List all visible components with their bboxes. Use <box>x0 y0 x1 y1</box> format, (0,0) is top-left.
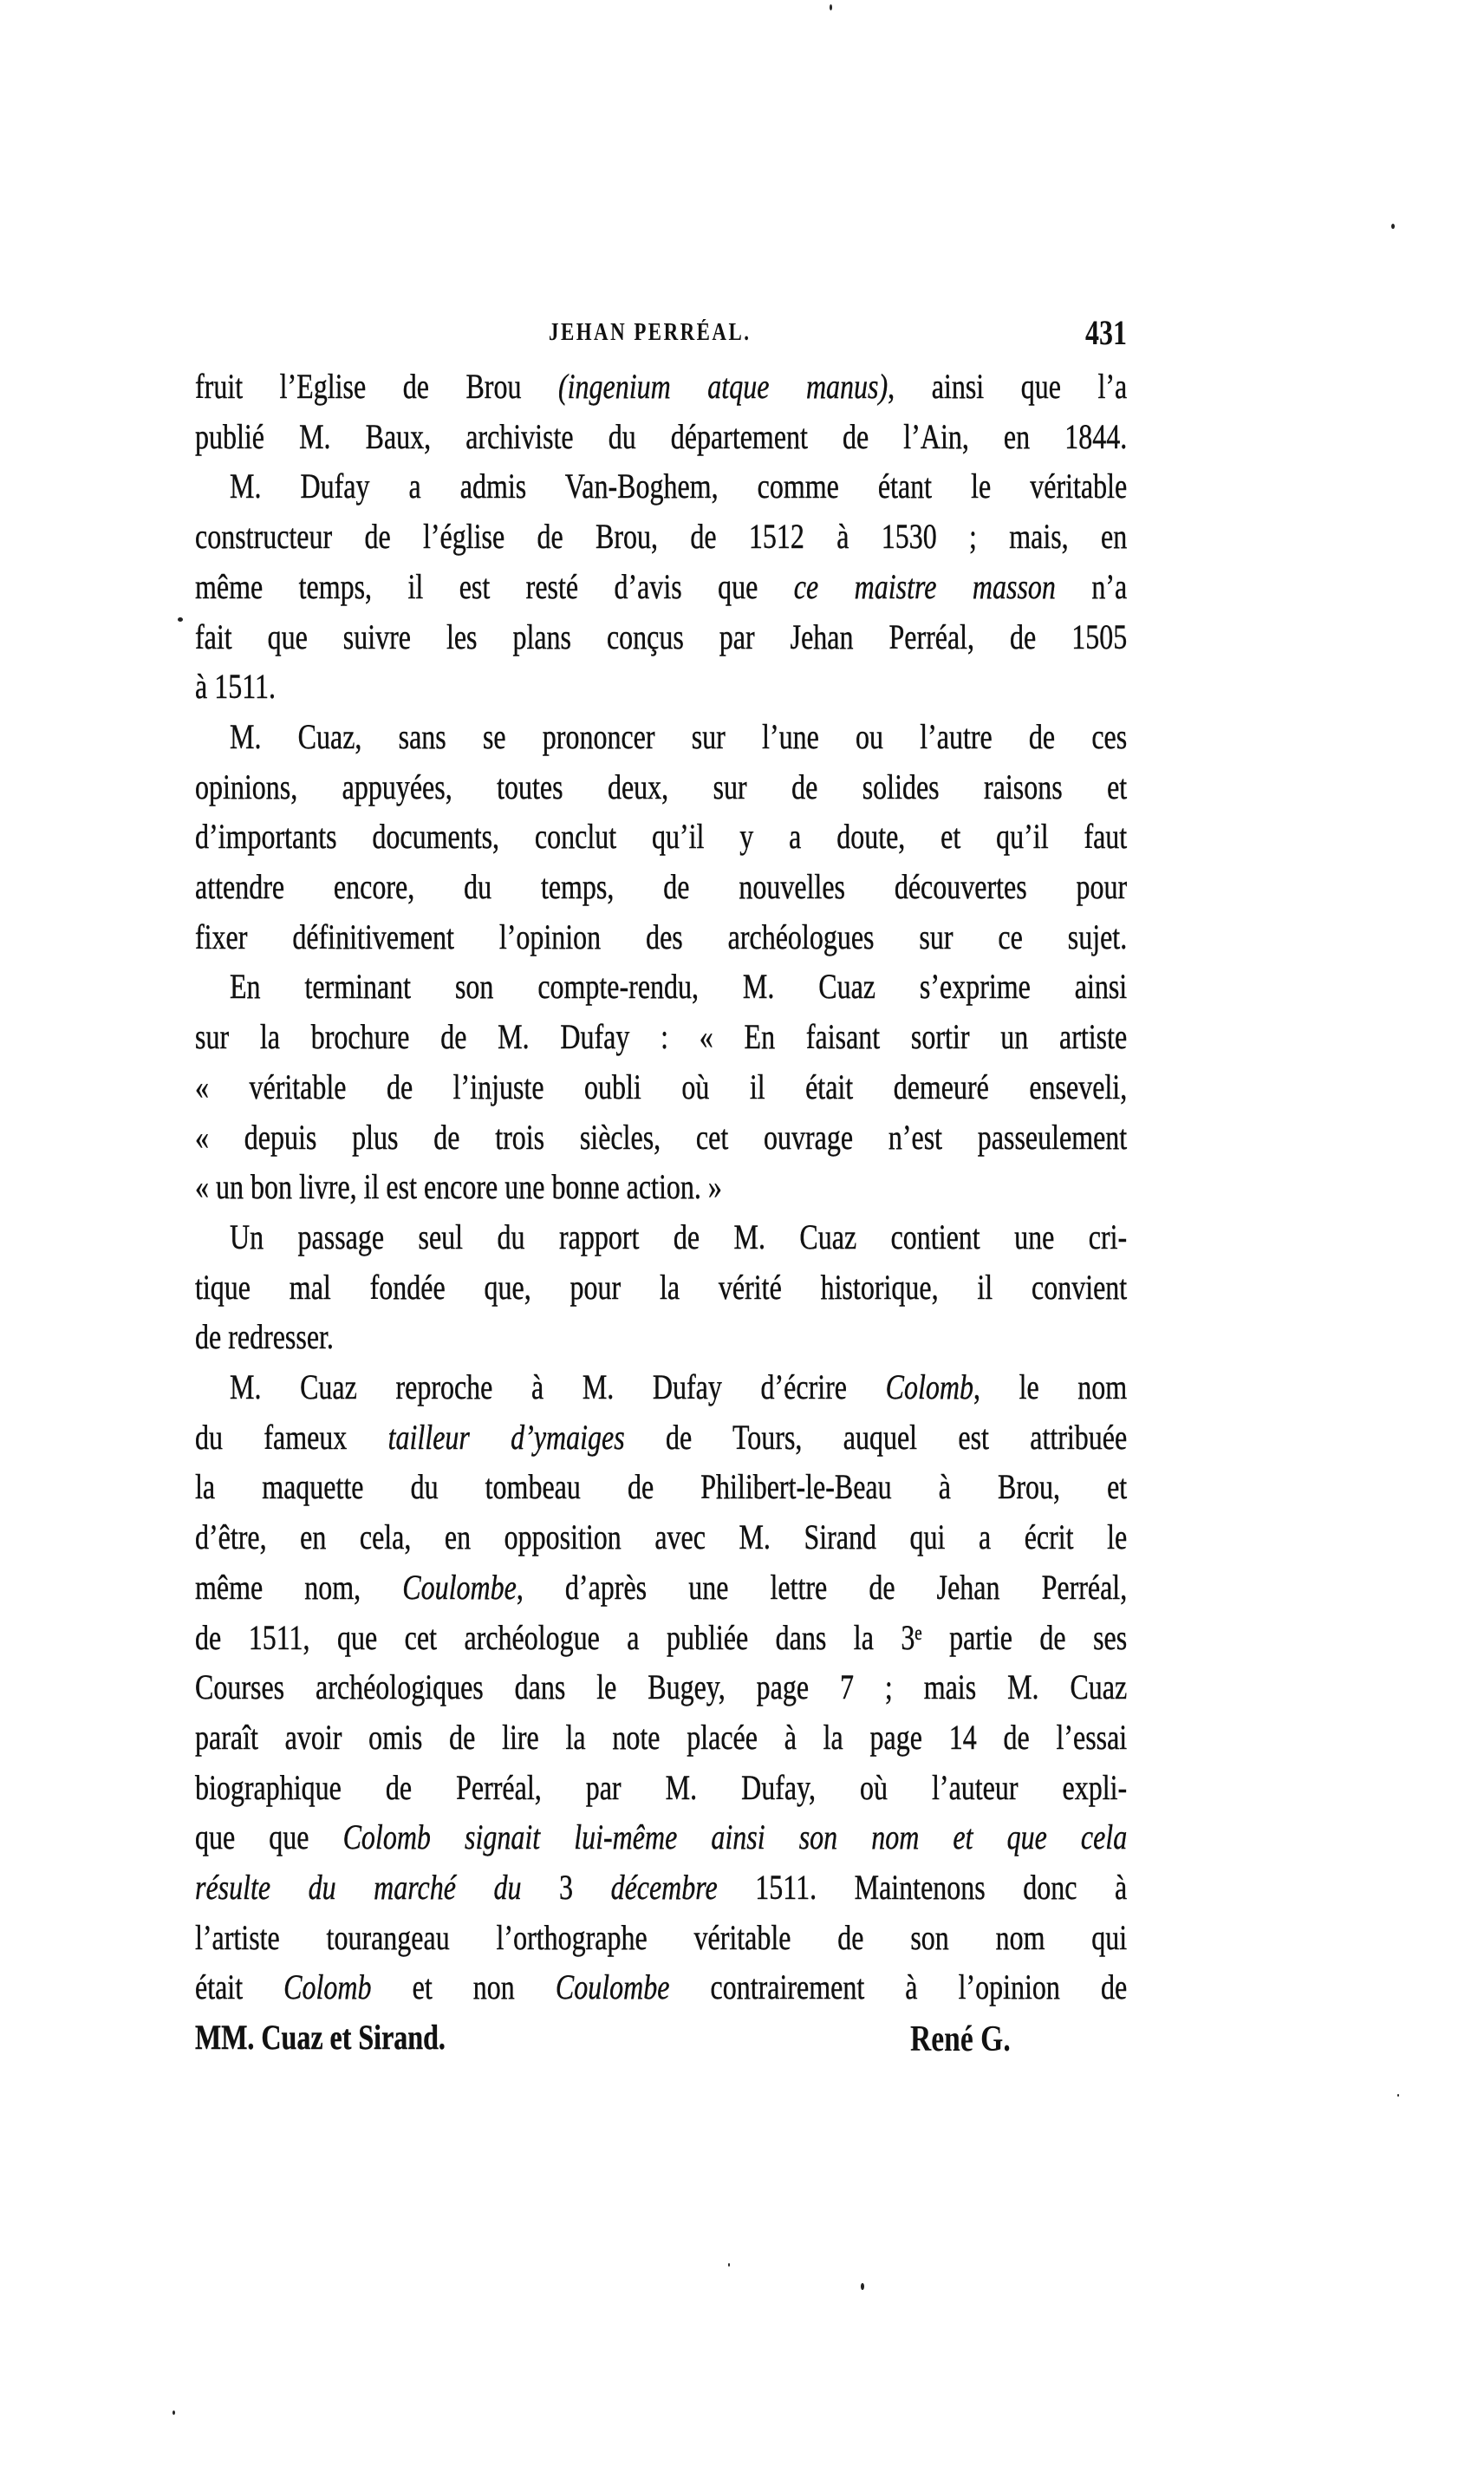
text-line <box>195 1417 1127 1458</box>
text-line <box>195 1767 1127 1809</box>
text-segment: de redresser. <box>195 1317 334 1357</box>
text-segment: « un bon livre, il est encore une bonne action. » <box>195 1167 722 1207</box>
text-line <box>195 466 1127 507</box>
italic-text: résulte du marché du <box>195 1868 522 1907</box>
text-segment: , le nom <box>973 1367 1128 1406</box>
text-line <box>195 1067 1127 1108</box>
text-segment: de 1511, que cet archéologue a publiée dans la 3ᵉ partie de ses <box>195 1617 1128 1657</box>
text-line <box>195 416 1127 458</box>
text-line <box>195 1016 1127 1058</box>
text-segment: biographique de Perréal, par M. Dufay, où l’auteur expli- <box>195 1767 1128 1807</box>
italic-text: ce maistre masson <box>793 566 1056 606</box>
text-segment: de Tours, auquel est attribuée <box>624 1417 1128 1457</box>
text-segment: M. Cuaz, sans se prononcer sur l’une ou l’autre de ces <box>230 716 1128 756</box>
text-line <box>195 816 1127 858</box>
text-line <box>195 1267 1127 1308</box>
italic-text: Colomb <box>885 1367 973 1406</box>
scan-speck <box>830 4 832 10</box>
text-line <box>195 616 1127 658</box>
text-segment: tique mal fondée que, pour la vérité historique, il convient <box>195 1267 1128 1307</box>
text-segment: attendre encore, du temps, de nouvelles découvertes pour <box>195 867 1128 906</box>
italic-text: Colomb signait lui-même ainsi son nom et que cela <box>342 1817 1128 1857</box>
text-segment: Un passage seul du rapport de M. Cuaz contient une cri- <box>230 1217 1128 1256</box>
text-segment: , ainsi que l’a <box>888 367 1128 406</box>
text-segment: l’artiste tourangeau l’orthographe véritable de son nom qui <box>195 1917 1128 1957</box>
text-line <box>195 1867 1127 1908</box>
text-line <box>195 1466 1127 1508</box>
text-line <box>195 1667 1127 1708</box>
scan-speck <box>1391 224 1395 229</box>
text-line <box>195 1517 1127 1558</box>
text-line <box>195 767 1127 808</box>
text-line <box>195 1717 1127 1758</box>
text-line <box>195 366 1127 408</box>
text-line <box>195 917 1127 958</box>
text-line <box>195 1367 1127 1408</box>
text-line <box>195 1567 1127 1608</box>
text-segment: fruit l’Eglise de Brou <box>195 367 559 406</box>
scan-speck <box>861 2283 864 2290</box>
text-line <box>195 1967 1127 2008</box>
text-segment: paraît avoir omis de lire la note placée à la page 14 de l’essai <box>195 1717 1128 1757</box>
author-signature: René G. <box>910 2019 1011 2059</box>
text-segment: était <box>195 1967 284 2007</box>
running-head-title: JEHAN PERRÉAL. <box>549 319 752 346</box>
text-segment: « depuis plus de trois siècles, cet ouvrage n’est passeulement <box>195 1117 1128 1157</box>
scan-speck <box>172 2410 175 2415</box>
text-segment: fait que suivre les plans conçus par Jehan Perréal, de 1505 <box>195 616 1128 656</box>
italic-text: Coulombe <box>555 1967 670 2007</box>
bold-text: MM. Cuaz et Sirand. <box>195 2018 446 2058</box>
italic-text: Colomb <box>283 1967 372 2007</box>
text-line <box>195 1817 1127 1858</box>
text-line <box>195 516 1127 558</box>
text-segment: publié M. Baux, archiviste du département de l’Ain, en 1844. <box>195 416 1128 456</box>
text-line <box>195 866 1127 908</box>
text-segment: , d’après une lettre de Jehan Perréal, <box>516 1567 1128 1607</box>
scan-speck <box>178 617 183 622</box>
text-segment: la maquette du tombeau de Philibert-le-Beau à Brou, et <box>195 1467 1128 1507</box>
text-segment: 3 <box>521 1868 611 1907</box>
text-segment: « véritable de l’injuste oubli où il était demeuré enseveli, <box>195 1067 1128 1106</box>
text-segment: et non <box>371 1967 556 2007</box>
text-line <box>195 1316 1127 1358</box>
text-line <box>195 666 1127 708</box>
text-segment: 1511. Maintenons donc à <box>717 1868 1128 1907</box>
text-line <box>195 966 1127 1008</box>
text-segment: sur la brochure de M. Dufay : « En faisant sortir un artiste <box>195 1017 1128 1057</box>
text-segment: que que <box>195 1817 343 1857</box>
text-segment: d’être, en cela, en opposition avec M. Sirand qui a écrit le <box>195 1517 1128 1557</box>
text-segment: à 1511. <box>195 667 277 707</box>
text-line <box>195 1166 1127 1208</box>
page-number: 431 <box>1085 313 1127 352</box>
text-segment: même temps, il est resté d’avis que <box>195 566 794 606</box>
text-line <box>195 1117 1127 1158</box>
text-segment: du fameux <box>195 1417 388 1457</box>
text-segment: M. Dufay a admis Van-Boghem, comme étant le véritable <box>230 466 1128 506</box>
italic-text: Coulombe <box>402 1567 517 1607</box>
text-segment: M. Cuaz reproche à M. Dufay d’écrire <box>230 1367 886 1406</box>
scan-speck <box>728 2263 730 2267</box>
text-line <box>195 1217 1127 1258</box>
text-segment: constructeur de l’église de Brou, de 1512 à 1530 ; mais, en <box>195 517 1128 557</box>
text-segment: fixer définitivement l’opinion des archéologues sur ce sujet. <box>195 917 1128 956</box>
text-line <box>195 1617 1127 1659</box>
text-segment: En terminant son compte-rendu, M. Cuaz s’exprime ainsi <box>230 967 1128 1007</box>
scan-speck <box>1397 2094 1399 2097</box>
text-line <box>195 716 1127 758</box>
text-line <box>195 1917 1127 1959</box>
text-line <box>195 566 1127 608</box>
text-segment: opinions, appuyées, toutes deux, sur de solides raisons et <box>195 767 1128 806</box>
text-segment: Courses archéologiques dans le Bugey, page 7 ; mais M. Cuaz <box>195 1667 1128 1707</box>
text-segment: contrairement à l’opinion de <box>669 1967 1128 2007</box>
text-segment: n’a <box>1055 566 1128 606</box>
italic-text: tailleur d’ymaiges <box>387 1417 625 1457</box>
italic-text: (ingenium atque manus) <box>558 367 888 406</box>
italic-text: décembre <box>610 1868 718 1907</box>
text-segment: même nom, <box>195 1567 403 1607</box>
text-segment: d’importants documents, conclut qu’il y a doute, et qu’il faut <box>195 817 1128 857</box>
